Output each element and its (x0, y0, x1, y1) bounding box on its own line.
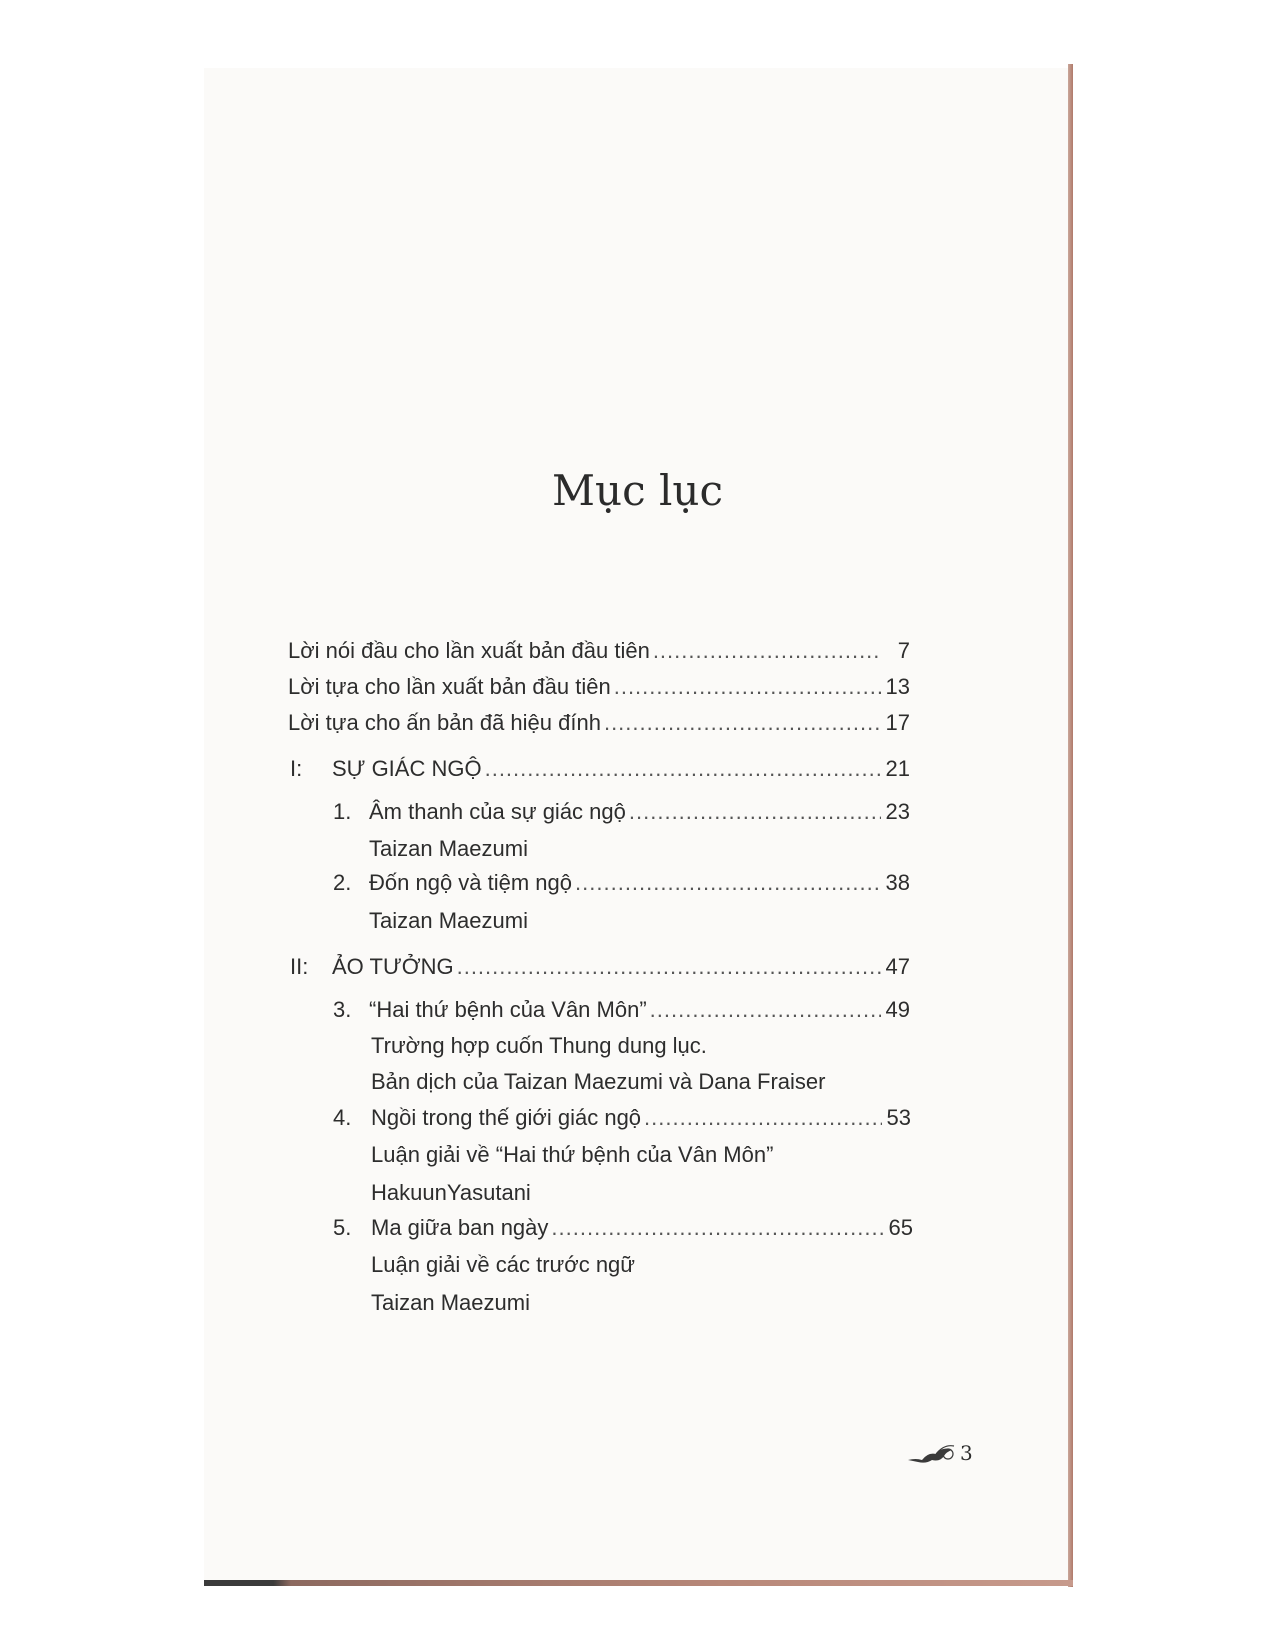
chapter-author: Taizan Maezumi (371, 1290, 530, 1315)
toc-entry-foreword (288, 638, 910, 664)
part-title: SỰ GIÁC NGỘ (332, 756, 482, 781)
chapter-author: Taizan Maezumi (369, 836, 528, 861)
chapter-number: 4. (333, 1105, 352, 1130)
toc-page-number: 65 (888, 1215, 913, 1240)
page-title: Mục lục (552, 466, 723, 515)
page-edge-bottom (204, 1580, 1073, 1586)
chapter-source: Trường hợp cuốn Thung dung lục. (371, 1033, 707, 1058)
toc-page-number: 23 (885, 799, 910, 824)
part-title: ẢO TƯỞNG (332, 954, 454, 979)
toc-chapter-3 (333, 997, 910, 1023)
toc-page-number: 47 (885, 954, 910, 979)
book-page (204, 68, 1072, 1583)
toc-chapter-2 (333, 870, 910, 896)
dot-leader (551, 1215, 884, 1241)
chapter-translator: Bản dịch của Taizan Maezumi và Dana Fraiser (371, 1069, 826, 1094)
page-number: 3 (960, 1441, 973, 1465)
toc-chapter-1 (333, 799, 910, 825)
part-numeral: I: (290, 756, 303, 781)
ornament-icon (906, 1440, 956, 1466)
toc-page-number: 49 (885, 997, 910, 1022)
page-folio (906, 1440, 973, 1466)
toc-page-number: 7 (897, 638, 910, 663)
chapter-commentary: Luận giải về “Hai thứ bệnh của Vân Môn” (371, 1142, 774, 1167)
chapter-title: Đốn ngộ và tiệm ngộ (369, 870, 573, 895)
chapter-number: 1. (333, 799, 352, 824)
dot-leader (653, 638, 881, 664)
chapter-title: Âm thanh của sự giác ngộ (369, 799, 626, 824)
page-edge-right (1068, 64, 1073, 1587)
chapter-author: HakuunYasutani (371, 1180, 531, 1205)
chapter-title: Ngồi trong thế giới giác ngộ (371, 1105, 642, 1130)
toc-entry-label: Lời tựa cho lần xuất bản đầu tiên (288, 674, 611, 699)
toc-entry-label: Lời tựa cho ấn bản đã hiệu đính (288, 710, 601, 735)
dot-leader (485, 756, 881, 782)
toc-page-number: 13 (885, 674, 910, 699)
dot-leader (457, 954, 881, 980)
chapter-commentary: Luận giải về các trước ngữ (371, 1252, 636, 1277)
toc-entry-label: Lời nói đầu cho lần xuất bản đầu tiên (288, 638, 650, 663)
toc-page-number: 21 (885, 756, 910, 781)
chapter-title: “Hai thứ bệnh của Vân Môn” (369, 997, 647, 1022)
chapter-number: 2. (333, 870, 352, 895)
toc-entry-preface-first (288, 674, 910, 700)
chapter-number: 5. (333, 1215, 352, 1240)
toc-entry-preface-revised (288, 710, 910, 736)
dot-leader (629, 799, 881, 825)
toc-page-number: 38 (885, 870, 910, 895)
chapter-author: Taizan Maezumi (369, 908, 528, 933)
part-numeral: II: (290, 954, 309, 979)
dot-leader (614, 674, 881, 700)
toc-part-1 (290, 756, 910, 782)
toc-page-number: 17 (885, 710, 910, 735)
toc-chapter-4 (333, 1105, 911, 1131)
dot-leader (604, 710, 881, 736)
dot-leader (644, 1105, 882, 1131)
dot-leader (575, 870, 881, 896)
dot-leader (650, 997, 881, 1023)
chapter-title: Ma giữa ban ngày (371, 1215, 549, 1240)
toc-page-number: 53 (886, 1105, 911, 1130)
toc-part-2 (290, 954, 910, 980)
toc-chapter-5 (333, 1215, 913, 1241)
chapter-number: 3. (333, 997, 352, 1022)
